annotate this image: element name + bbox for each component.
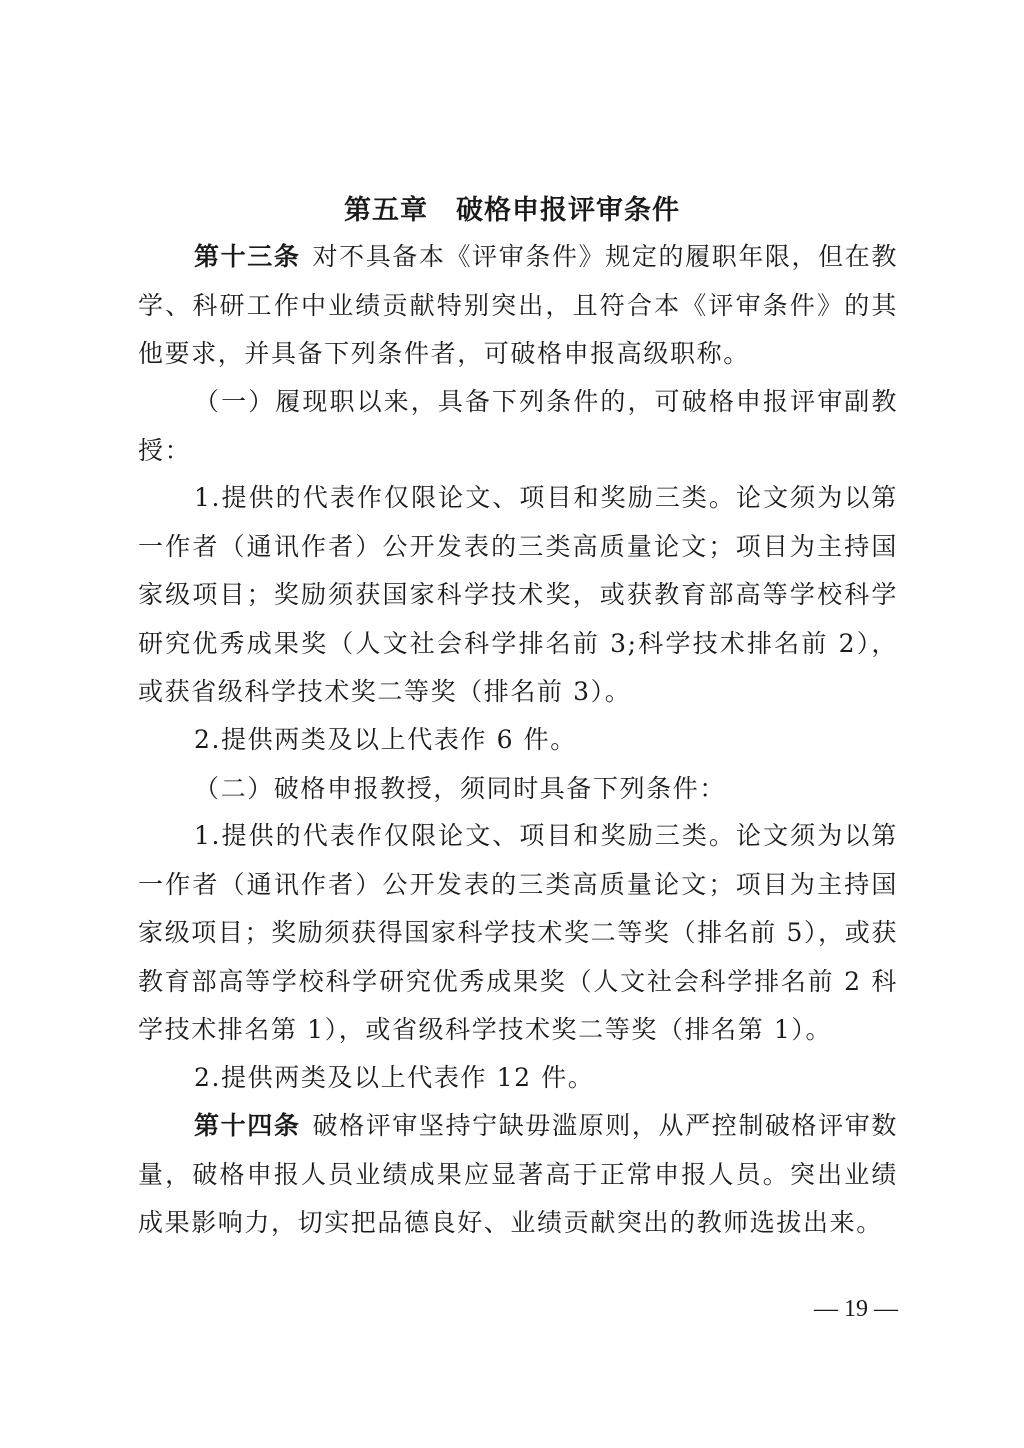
section-1-item-2: 2.提供两类及以上代表作 6 件。 bbox=[194, 725, 577, 754]
article-13-text: 对不具备本《评审条件》规定的履职年限，但在教学、科研工作中业绩贡献特别突出，且符合本《评审条件》的其他要求，并具备下列条件者，可破格申报高级职称。 bbox=[138, 242, 898, 368]
section-1-heading: （一）履现职以来，具备下列条件的，可破格申报评审副教授： bbox=[138, 387, 898, 465]
article-13-label: 第十三条 bbox=[194, 242, 301, 271]
article-14-paragraph bbox=[138, 1102, 898, 1248]
chapter-title: 第五章 破格申报评审条件 bbox=[344, 195, 680, 226]
section-1-item-1: 1.提供的代表作仅限论文、项目和奖励三类。论文须为以第一作者（通讯作者）公开发表的三类高质量论文；项目为主持国家级项目；奖励须获国家科学技术奖，或获教育部高等学校科学研究优秀成果奖（人文社会科学排名前 3;科学技术排名前 2），或获省级科学技术奖二等奖（排名前 3）。 bbox=[138, 483, 898, 706]
page-number: — 19 — bbox=[814, 1296, 898, 1322]
section-2-heading: （二）破格申报教授，须同时具备下列条件： bbox=[194, 774, 727, 803]
article-14-text: 破格评审坚持宁缺毋滥原则，从严控制破格评审数量，破格申报人员业绩成果应显著高于正常申报人员。突出业绩成果影响力，切实把品德良好、业绩贡献突出的教师选拔出来。 bbox=[138, 1111, 898, 1237]
article-13-paragraph bbox=[138, 233, 898, 379]
article-14-label: 第十四条 bbox=[194, 1111, 301, 1140]
section-2-item-2: 2.提供两类及以上代表作 12 件。 bbox=[194, 1063, 595, 1092]
section-2-item-1: 1.提供的代表作仅限论文、项目和奖励三类。论文须为以第一作者（通讯作者）公开发表的三类高质量论文；项目为主持国家级项目；奖励须获得国家科学技术奖二等奖（排名前 5），或获教育部高等学校科学研究优秀成果奖（人文社会科学排名前 2 科学技术排名第 1），或省级科学技术奖二等奖（排名第 1）。 bbox=[138, 821, 898, 1044]
